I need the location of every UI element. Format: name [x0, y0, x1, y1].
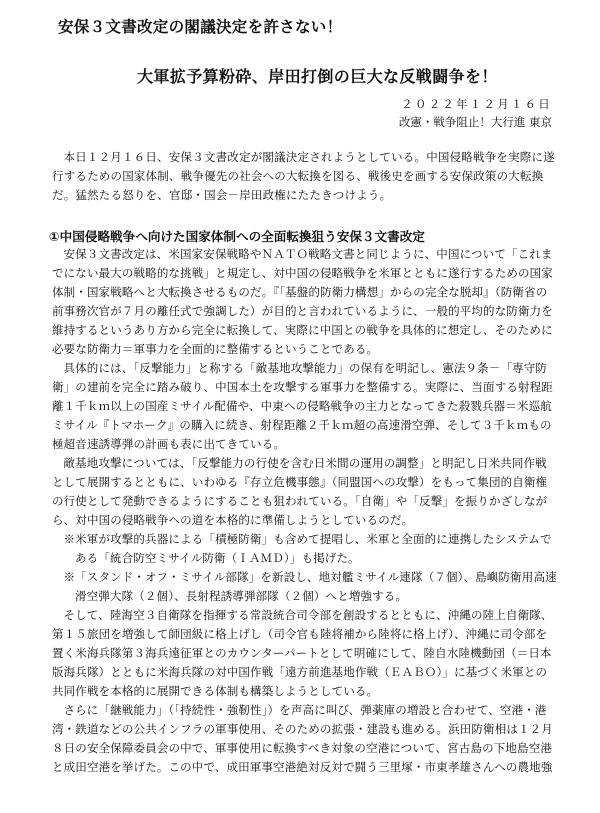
intro-section	[52, 148, 557, 205]
note-standoff: ※「スタンド・オフ・ミサイル部隊」を新設し、地対艦ミサイル連隊（７個）、島嶼防衛用高速滑空弾大隊（２個）、長射程誘導弾部隊（２個）へと増強する。	[63, 570, 557, 603]
organization: 改憲・戦争阻止！大行進 東京	[398, 115, 552, 129]
body-paragraph-4: そして、陸海空３自衛隊を指揮する常設統合司令部を創設するとともに、沖縄の陸上自衛隊、第１５旅団を増強して師団級に格上げし（司令官も陸将補から陸将に格上げ）、沖縄に司令部を置く米海兵隊第３海兵遠征軍とのカウンターパートとして明確にして、陸自水陸機動団（＝日本版海兵隊）とともに米海兵隊の対中国作戦「遠方前進基地作戦（ＥＡＢＯ）」に基づく米軍との共同作戦を本格的に展開できる体制も構築しようとしている。	[52, 608, 553, 698]
body-paragraph-2: 具体的には、「反撃能力」と称する「敵基地攻撃能力」の保有を明記し、憲法９条－「専守防衛」の建前を完全に踏み破り、中国本土を攻撃する軍事力を整備する。実際に、当面する射程距離１千ｋｍ以上の国産ミサイル配備や、中東への侵略戦争の主力となってきた殺戮兵器＝米巡航ミサイル『トマホーク』の購入に続き、射程距離２千ｋｍ超の高速滑空弾、そして３千ｋｍもの極超音速誘導弾の計画も表に出てきている。	[52, 361, 553, 451]
date: ２０２２年１２月１６日	[401, 97, 552, 111]
section-1-heading: ①中国侵略戦争へ向けた国家体制への全面転換狙う安保３文書改定	[49, 229, 425, 244]
body-paragraph-3: 敵基地攻撃については、「反撃能力の行使を含む日米間の運用の調整」と明記し日米共同作戦として展開するとともに、いわゆる『存立危機事態』（同盟国への攻撃）をもって集団的自衛権の行使として発動できるようにすることも狙われている。「自衛」や「反撃」を振りかざしながら、対中国の侵略戦争への道を本格的に準備しようとしているのだ。	[52, 456, 548, 527]
body-paragraph-1: 安保３文書改定は、米国家安保戦略やＮＡＴＯ戦略文書と同じように、中国について「これまでにない最大の戦略的な挑戦」と規定し、対中国の侵略戦争を米軍とともに遂行するための国家体制・国家戦略へと大転換させるものだ。『「基盤的防衛力構想」からの完全な脱却』（防衛省の前事務次官が７月の離任式で強調した）が目的と言われているように、一般的平均的な防衛力を維持するというあり方から完全に転換して、実際に中国との戦争を具体的に想定し、そのために必要な防衛力＝軍事力を全面的に整備するということである。	[52, 247, 553, 356]
note-iamd: ※米軍が攻撃的兵器による「積極防衛」も含めて提唱し、米軍と全面的に連携したシステムである「統合防空ミサイル防衛（ＩＡＭＤ）」も掲げた。	[63, 532, 552, 565]
section-1-body	[52, 245, 557, 777]
main-title: 安保３文書改定の閣議決定を許さない！	[58, 18, 343, 36]
body-paragraph-5: さらに「継戦能力」（「持続性・強靭性」）を声高に叫び、弾薬庫の増設と合わせて、空港・港湾・鉄道などの公共インフラの軍事使用、そのための拡張・建設も進める。浜田防衛相は１２月８日の安全保障委員会の中で、軍事使用に転換すべき対象の空港について、宮古島の下地島空港と成田空港を挙げた。この中で、成田軍事空港絶対反対で闘う三里塚・市東孝雄さんへの農地強	[52, 703, 553, 774]
intro-paragraph: 本日１２月１６日、安保３文書改定が閣議決定されようとしている。中国侵略戦争を実際に遂行するための国家体制、戦争優先の社会への大転換を図る、戦後史を画する安保政策の大転換だ。猛然たる怒りを、官邸・国会－岸田政権にたたきつけよう。	[52, 150, 555, 202]
sub-title: 大軍拡予算粉砕、岸田打倒の巨大な反戦闘争を！	[137, 67, 498, 86]
